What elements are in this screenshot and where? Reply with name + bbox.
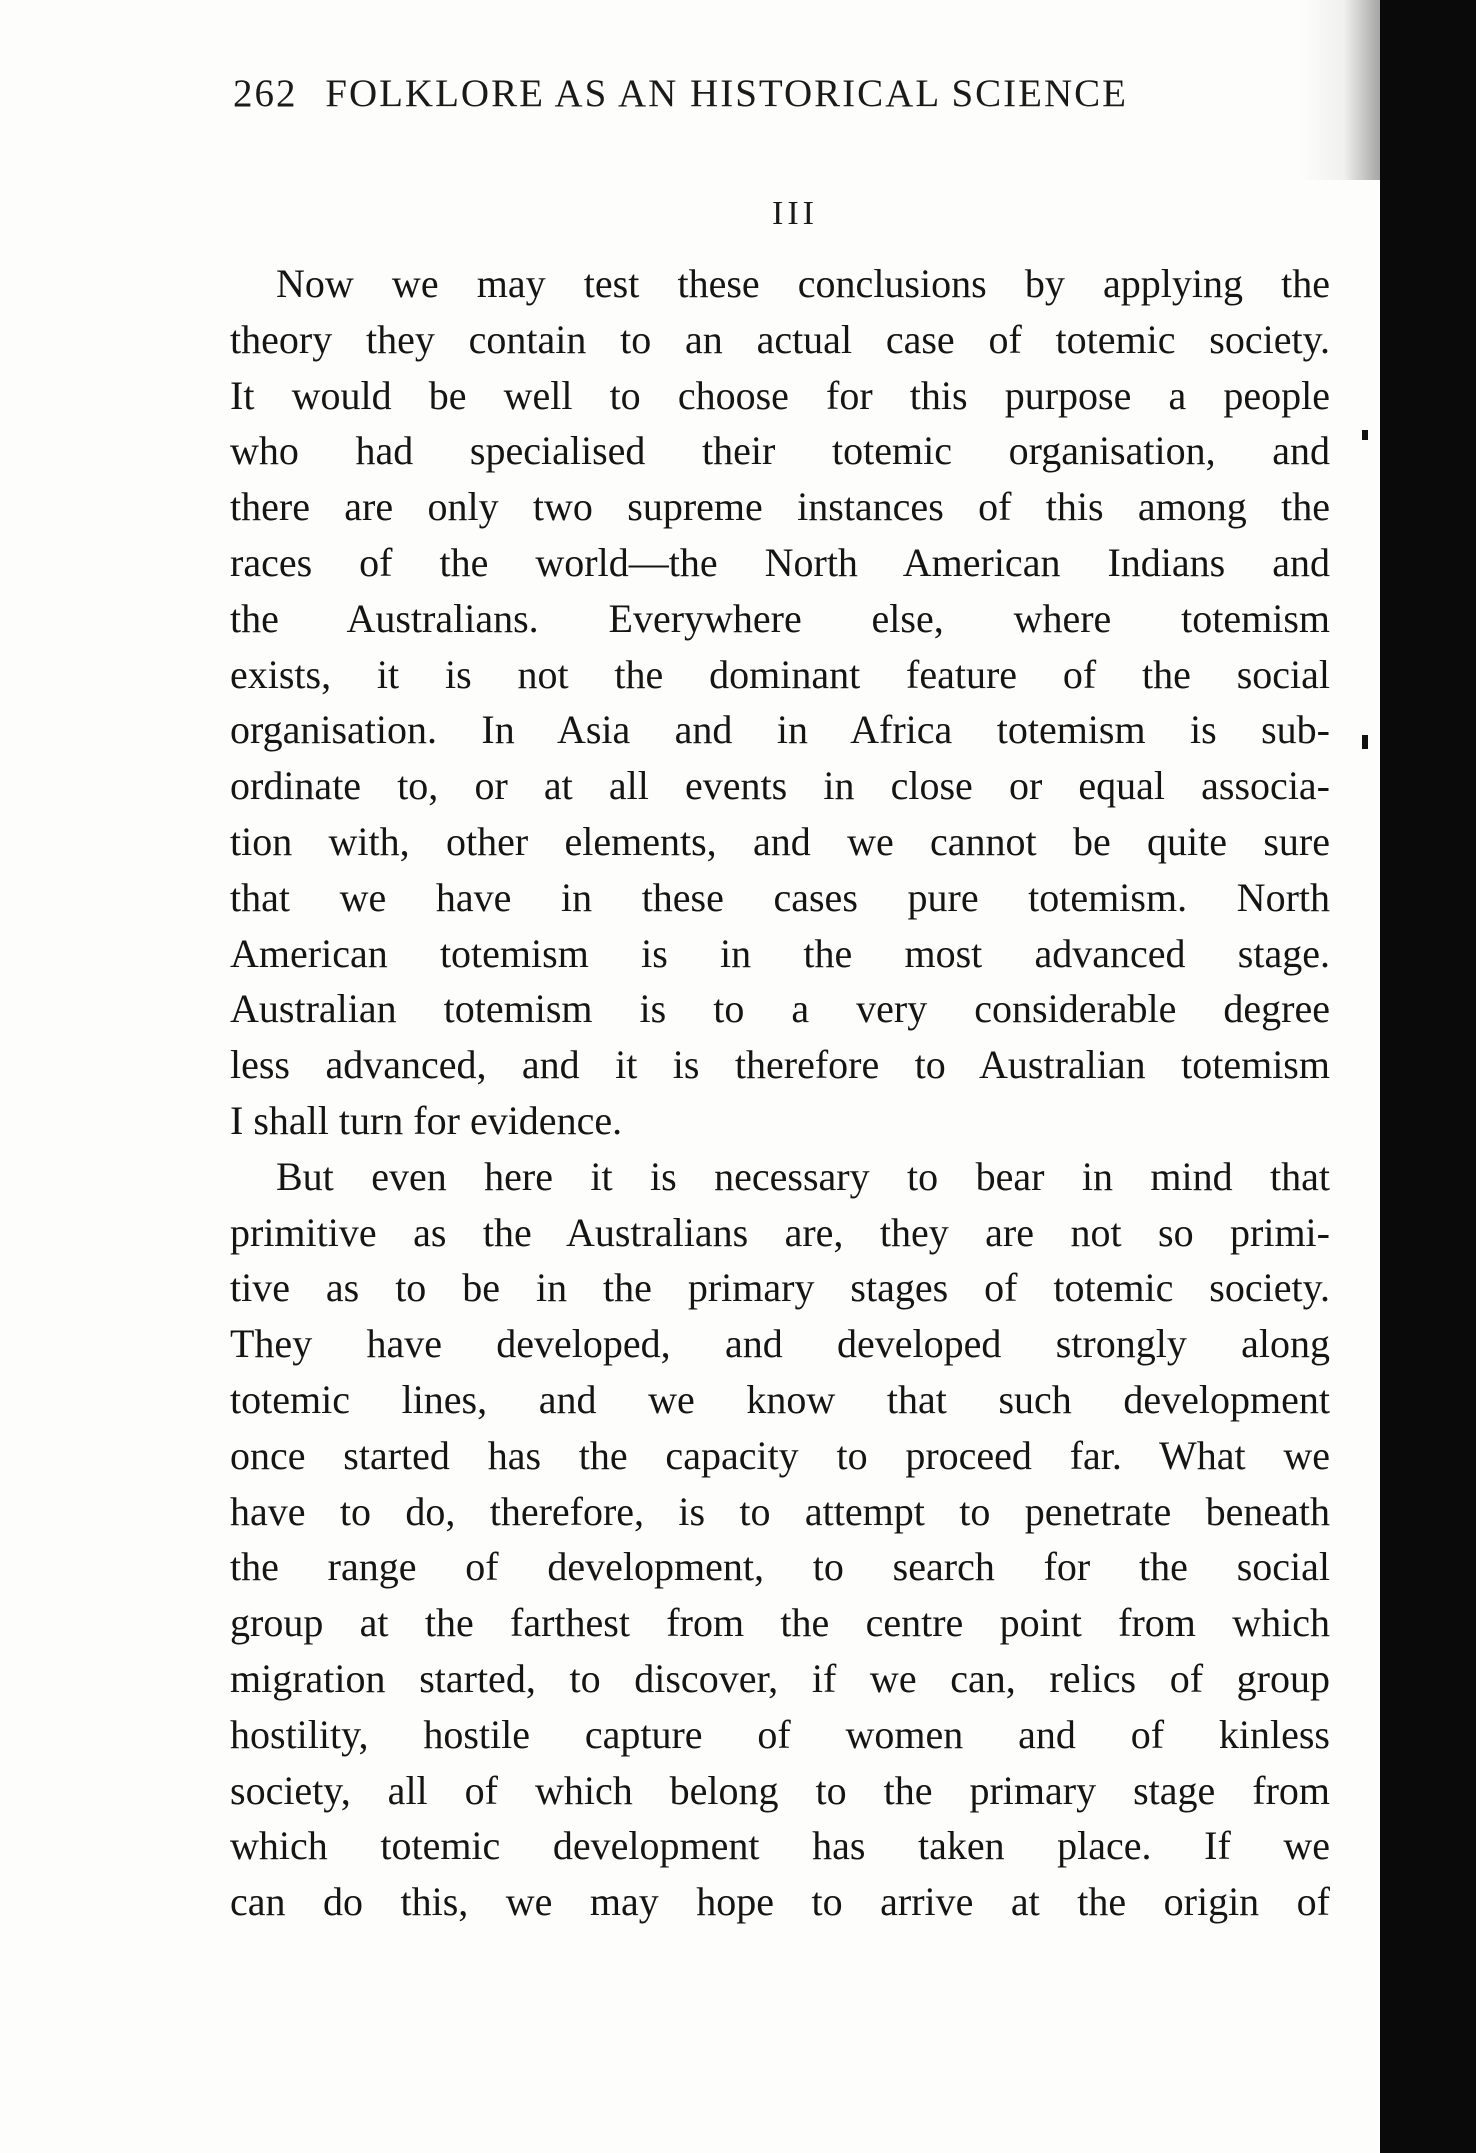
text-line: migration started, to discover, if we can, relics of group [230, 1655, 1330, 1701]
text-line: It would be well to choose for this purpose a people [230, 372, 1330, 418]
text-line: there are only two supreme instances of this among the [230, 484, 1330, 530]
text-line: ordinate to, or at all events in close or equal associa- [230, 763, 1330, 809]
body-text [230, 256, 1330, 1930]
text-line: the Australians. Everywhere else, where totemism [230, 595, 1330, 641]
text-line: which totemic development has taken place. If we [230, 1823, 1330, 1869]
text-line: that we have in these cases pure totemism. North [230, 874, 1330, 920]
text-line: organisation. In Asia and in Africa totemism is sub- [230, 707, 1330, 753]
text-line: tion with, other elements, and we cannot be quite sure [230, 818, 1330, 864]
text-line: But even here it is necessary to bear in mind that [276, 1153, 1330, 1199]
scan-speck [1362, 735, 1368, 749]
text-line: have to do, therefore, is to attempt to penetrate beneath [230, 1488, 1330, 1534]
text-line: exists, it is not the dominant feature of the social [230, 651, 1330, 697]
text-line: theory they contain to an actual case of totemic society. [230, 316, 1330, 362]
section-heading: III [772, 195, 818, 232]
text-line: American totemism is in the most advanced stage. [230, 930, 1330, 976]
text-line: who had specialised their totemic organisation, and [230, 428, 1330, 474]
text-line: races of the world—the North American Indians and [230, 539, 1330, 585]
text-line: once started has the capacity to proceed far. What we [230, 1432, 1330, 1478]
text-line: hostility, hostile capture of women and of kinless [230, 1711, 1330, 1757]
text-line: tive as to be in the primary stages of totemic society. [230, 1265, 1330, 1311]
scan-speck [1362, 430, 1368, 440]
text-line: They have developed, and developed strongly along [230, 1321, 1330, 1367]
text-line: I shall turn for evidence. [230, 1097, 623, 1143]
text-line: Now we may test these conclusions by applying the [276, 261, 1330, 306]
text-line: Australian totemism is to a very considerable degree [230, 986, 1330, 1032]
text-line: primitive as the Australians are, they are not so primi- [230, 1209, 1330, 1255]
text-line: group at the farthest from the centre point from which [230, 1600, 1330, 1646]
text-line: the range of development, to search for the social [230, 1544, 1330, 1590]
running-header [233, 68, 1333, 120]
running-title: FOLKLORE AS AN HISTORICAL SCIENCE [325, 72, 1128, 115]
page-number: 262 [233, 72, 298, 115]
text-line: society, all of which belong to the primary stage from [230, 1767, 1330, 1813]
text-line: less advanced, and it is therefore to Australian totemism [230, 1042, 1330, 1088]
text-line: can do this, we may hope to arrive at the origin of [230, 1879, 1330, 1925]
text-line: totemic lines, and we know that such development [230, 1376, 1330, 1422]
book-binding-edge [1380, 0, 1476, 2153]
